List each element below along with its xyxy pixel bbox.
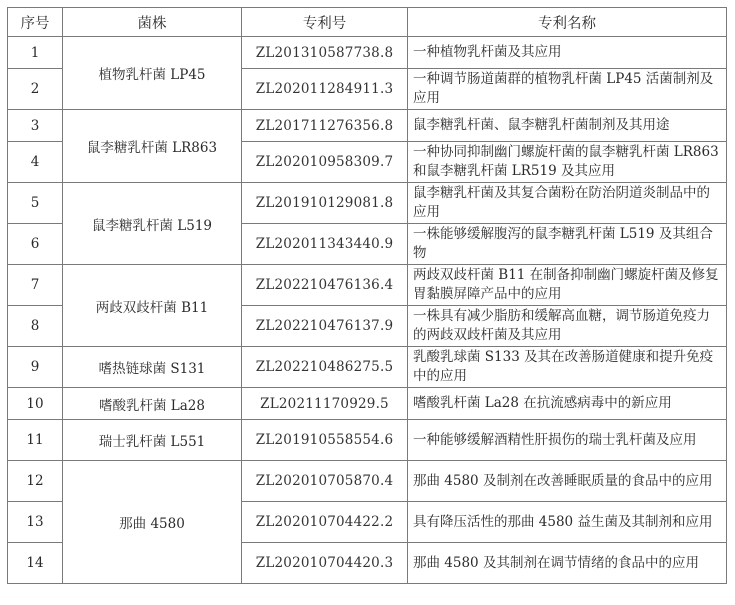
table-row (8, 265, 727, 306)
strain-cell: 嗜酸乳杆菌 La28 (63, 388, 242, 420)
table-row (8, 420, 727, 461)
strain-cell: 鼠李糖乳杆菌 LR863 (63, 110, 242, 183)
strain-cell: 植物乳杆菌 LP45 (63, 37, 242, 110)
patent-name: 鼠李糖乳杆菌及其复合菌粉在防治阴道炎制品中的应用 (408, 183, 727, 224)
patent-number: ZL202210476137.9 (242, 306, 408, 347)
row-number: 13 (8, 502, 63, 543)
strain-cell: 嗜热链球菌 S131 (63, 347, 242, 388)
row-number: 12 (8, 461, 63, 502)
patent-number: ZL201310587738.8 (242, 37, 408, 69)
row-number: 6 (8, 224, 63, 265)
row-number: 7 (8, 265, 63, 306)
patent-name: 两歧双歧杆菌 B11 在制备抑制幽门螺旋杆菌及修复胃黏膜屏障产品中的应用 (408, 265, 727, 306)
row-number: 14 (8, 543, 63, 584)
strain-cell: 鼠李糖乳杆菌 L519 (63, 183, 242, 265)
patent-name: 一株具有减少脂肪和缓解高血糖，调节肠道免疫力的两歧双歧杆菌及其应用 (408, 306, 727, 347)
patent-number: ZL202011343440.9 (242, 224, 408, 265)
row-number: 3 (8, 110, 63, 142)
table-row (8, 110, 727, 142)
patent-number: ZL202010958309.7 (242, 142, 408, 183)
row-number: 2 (8, 69, 63, 110)
patent-number: ZL201910558554.6 (242, 420, 408, 461)
patent-number: ZL201910129081.8 (242, 183, 408, 224)
strain-cell: 瑞士乳杆菌 L551 (63, 420, 242, 461)
header-strain: 菌株 (63, 8, 242, 37)
patent-name: 嗜酸乳杆菌 La28 在抗流感病毒中的新应用 (408, 388, 727, 420)
header-number: 序号 (8, 8, 63, 37)
strain-cell: 那曲 4580 (63, 461, 242, 584)
patent-table (7, 7, 727, 584)
patent-number: ZL202010705870.4 (242, 461, 408, 502)
strain-cell: 两歧双歧杆菌 B11 (63, 265, 242, 347)
table-row (8, 461, 727, 502)
table-row (8, 183, 727, 224)
patent-number: ZL202210486275.5 (242, 347, 408, 388)
patent-name: 鼠李糖乳杆菌、鼠李糖乳杆菌制剂及其用途 (408, 110, 727, 142)
table-row (8, 37, 727, 69)
row-number: 5 (8, 183, 63, 224)
patent-name: 一株能够缓解腹泻的鼠李糖乳杆菌 L519 及其组合物 (408, 224, 727, 265)
header-row (8, 8, 727, 37)
row-number: 10 (8, 388, 63, 420)
patent-number: ZL201711276356.8 (242, 110, 408, 142)
header-patent-number: 专利号 (242, 8, 408, 37)
row-number: 11 (8, 420, 63, 461)
patent-name: 一种协同抑制幽门螺旋杆菌的鼠李糖乳杆菌 LR863 和鼠李糖乳杆菌 LR519 及其应用 (408, 142, 727, 183)
row-number: 9 (8, 347, 63, 388)
row-number: 4 (8, 142, 63, 183)
row-number: 1 (8, 37, 63, 69)
patent-number: ZL20211170929.5 (242, 388, 408, 420)
patent-name: 一种植物乳杆菌及其应用 (408, 37, 727, 69)
patent-name: 那曲 4580 及制剂在改善睡眠质量的食品中的应用 (408, 461, 727, 502)
patent-name: 那曲 4580 及其制剂在调节情绪的食品中的应用 (408, 543, 727, 584)
patent-name: 一种能够缓解酒精性肝损伤的瑞士乳杆菌及应用 (408, 420, 727, 461)
patent-number: ZL202210476136.4 (242, 265, 408, 306)
patent-name: 乳酸乳球菌 S133 及其在改善肠道健康和提升免疫中的应用 (408, 347, 727, 388)
table-row (8, 347, 727, 388)
patent-number: ZL202010704420.3 (242, 543, 408, 584)
row-number: 8 (8, 306, 63, 347)
patent-name: 具有降压活性的那曲 4580 益生菌及其制剂和应用 (408, 502, 727, 543)
table-row (8, 388, 727, 420)
patent-number: ZL202010704422.2 (242, 502, 408, 543)
header-patent-name: 专利名称 (408, 8, 727, 37)
patent-number: ZL202011284911.3 (242, 69, 408, 110)
patent-name: 一种调节肠道菌群的植物乳杆菌 LP45 活菌制剂及应用 (408, 69, 727, 110)
